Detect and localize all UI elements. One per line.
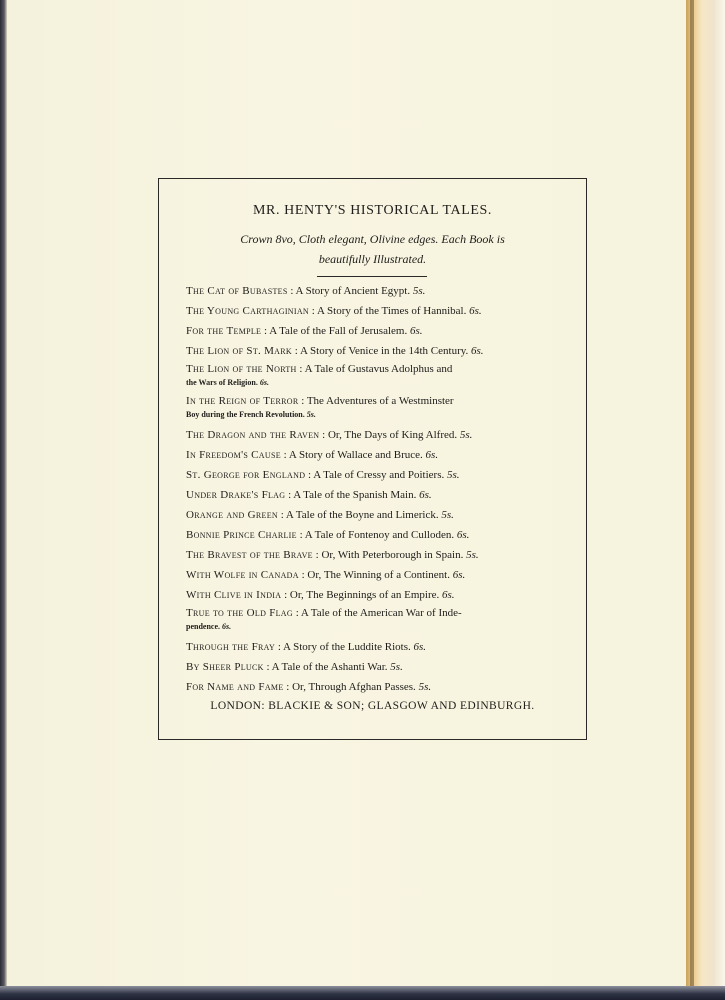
description-continuation: [186, 621, 571, 634]
title-separator: :: [298, 395, 307, 407]
title-separator: :: [298, 569, 308, 581]
subtitle-line-2: beautifully Illustrated.: [318, 252, 427, 266]
book-price: 5s.: [459, 429, 473, 441]
book-entry-line: [186, 393, 571, 409]
book-price: 5s.: [390, 661, 403, 673]
description-continuation: [186, 409, 571, 422]
book-entry-line: [186, 301, 571, 321]
book-title: With Wolfe in Canada: [186, 569, 299, 581]
book-entry: [186, 321, 571, 341]
book-title: The Cat of Bubastes: [186, 285, 288, 297]
subtitle-line-1: Crown 8vo, Cloth elegant, Olivine edges. Each Book is: [240, 232, 505, 246]
advertisement-frame: [158, 178, 587, 740]
title-separator: :: [283, 681, 293, 693]
title-separator: :: [305, 469, 314, 481]
title-separator: :: [291, 345, 300, 357]
book-description: Or, The Winning of a Continent.: [307, 569, 450, 581]
book-description: A Story of Ancient Egypt.: [295, 285, 411, 297]
book-price: 6s.: [471, 345, 484, 357]
catalogue-title: MR. HENTY'S HISTORICAL TALES.: [252, 203, 493, 218]
continuation-text: pendence.: [186, 622, 220, 631]
book-description: Or, The Days of King Alfred.: [327, 429, 458, 441]
description-continuation: [186, 377, 571, 390]
title-separator: :: [296, 363, 305, 375]
book-price: 6s.: [419, 489, 432, 501]
book-price: 6s.: [425, 449, 439, 461]
book-title: Under Drake's Flag: [186, 489, 286, 501]
book-entry-line: [186, 425, 571, 445]
book-entry: [186, 505, 571, 525]
book-entry-line: [186, 657, 571, 677]
title-separator: :: [296, 529, 305, 541]
book-title: The Young Carthaginian: [186, 305, 309, 317]
book-price: 6s.: [222, 622, 232, 631]
spine-shadow: [690, 0, 694, 1000]
book-entry-line: [186, 485, 571, 505]
book-entry: [186, 341, 571, 361]
book-entry-line: [186, 341, 571, 361]
book-entry: [186, 657, 571, 677]
book-description: The Adventures of a Westminster: [306, 395, 454, 407]
book-entry-line: [186, 545, 571, 565]
book-entry-line: [186, 465, 571, 485]
book-description: A Story of the Times of Hannibal.: [316, 305, 467, 317]
book-description: A Tale of the Ashanti War.: [271, 661, 388, 673]
book-entry: [186, 545, 571, 565]
title-separator: :: [275, 641, 284, 653]
book-entry-line: [186, 525, 571, 545]
catalogue-subtitle: [159, 229, 586, 269]
book-description: Or, The Beginnings of an Empire.: [289, 589, 440, 601]
book-entry: [186, 393, 571, 422]
book-price: 6s.: [452, 569, 466, 581]
book-title: Through the Fray: [186, 641, 276, 653]
book-entry-line: [186, 281, 571, 301]
book-entry-line: [186, 361, 571, 377]
book-entry: [186, 485, 571, 505]
book-entry-line: [186, 565, 571, 585]
book-entry: [186, 445, 571, 465]
title-separator: :: [292, 607, 301, 619]
book-price: 5s.: [447, 469, 460, 481]
book-title: Bonnie Prince Charlie: [186, 529, 297, 541]
book-entry: [186, 465, 571, 485]
book-price: 6s.: [469, 305, 482, 317]
title-separator: :: [308, 305, 317, 317]
book-entry: [186, 281, 571, 301]
book-entry-line: [186, 677, 571, 697]
book-title: With Clive in India: [186, 589, 282, 601]
publisher-imprint: LONDON: BLACKIE & SON; GLASGOW AND EDINBURGH.: [210, 700, 535, 712]
book-description: Or, With Peterborough in Spain.: [321, 549, 464, 561]
book-title: The Lion of St. Mark: [186, 345, 292, 357]
book-title: In the Reign of Terror: [186, 395, 299, 407]
title-separator: :: [312, 549, 322, 561]
book-description: Or, Through Afghan Passes.: [292, 681, 416, 693]
book-description: A Tale of the Spanish Main.: [293, 489, 417, 501]
book-description: A Story of Venice in the 14th Century.: [299, 345, 469, 357]
book-description: A Tale of the Fall of Jerusalem.: [269, 325, 408, 337]
book-price: 5s.: [418, 681, 432, 693]
book-title: By Sheer Pluck: [186, 661, 264, 673]
book-price: 6s.: [259, 378, 269, 387]
book-entry-line: [186, 637, 571, 657]
book-description: A Tale of Gustavus Adolphus and: [304, 363, 453, 375]
page-left-edge: [0, 0, 7, 1000]
continuation-text: the Wars of Religion.: [186, 378, 258, 387]
continuation-text: Boy during the French Revolution.: [186, 410, 305, 419]
book-entry-line: [186, 605, 571, 621]
title-separator: :: [285, 489, 294, 501]
book-title: The Bravest of the Brave: [186, 549, 313, 561]
book-price: 5s.: [466, 549, 479, 561]
title-separator: :: [263, 661, 272, 673]
title-separator: :: [287, 285, 296, 297]
book-entry: [186, 677, 571, 697]
book-title: St. George for England: [186, 469, 306, 481]
title-separator: :: [281, 589, 290, 601]
title-separator: :: [261, 325, 270, 337]
book-price: 5s.: [412, 285, 426, 297]
book-price: 5s.: [306, 410, 316, 419]
book-entry: [186, 605, 571, 634]
book-title: True to the Old Flag: [186, 607, 293, 619]
book-entry: [186, 301, 571, 321]
book-description: A Story of Wallace and Bruce.: [288, 449, 423, 461]
book-description: A Story of the Luddite Riots.: [283, 641, 411, 653]
book-price: 6s.: [456, 529, 470, 541]
book-title: In Freedom's Cause: [186, 449, 281, 461]
book-entry-line: [186, 445, 571, 465]
book-description: A Tale of Cressy and Poitiers.: [313, 469, 445, 481]
book-entry: [186, 361, 571, 390]
book-price: 5s.: [441, 509, 454, 521]
book-entry: [186, 565, 571, 585]
book-entry: [186, 585, 571, 605]
book-price: 6s.: [413, 641, 427, 653]
title-separator: :: [277, 509, 286, 521]
book-description: A Tale of the Boyne and Limerick.: [285, 509, 439, 521]
book-entry-line: [186, 321, 571, 341]
title-separator: :: [319, 429, 328, 441]
book-title: For the Temple: [186, 325, 262, 337]
title-divider: [317, 276, 427, 277]
book-entry-line: [186, 505, 571, 525]
book-title: For Name and Fame: [186, 681, 284, 693]
book-description: A Tale of Fontenoy and Culloden.: [304, 529, 455, 541]
book-entry-line: [186, 585, 571, 605]
book-title: The Lion of the North: [186, 363, 297, 375]
book-price: 6s.: [442, 589, 455, 601]
book-price: 6s.: [409, 325, 423, 337]
book-list: [186, 281, 571, 697]
title-separator: :: [280, 449, 289, 461]
cover-bottom-edge: [0, 986, 725, 1000]
book-title: The Dragon and the Raven: [186, 429, 320, 441]
book-description: A Tale of the American War of Inde-: [300, 607, 462, 619]
book-entry: [186, 637, 571, 657]
book-title: Orange and Green: [186, 509, 278, 521]
book-entry: [186, 425, 571, 445]
book-entry: [186, 525, 571, 545]
